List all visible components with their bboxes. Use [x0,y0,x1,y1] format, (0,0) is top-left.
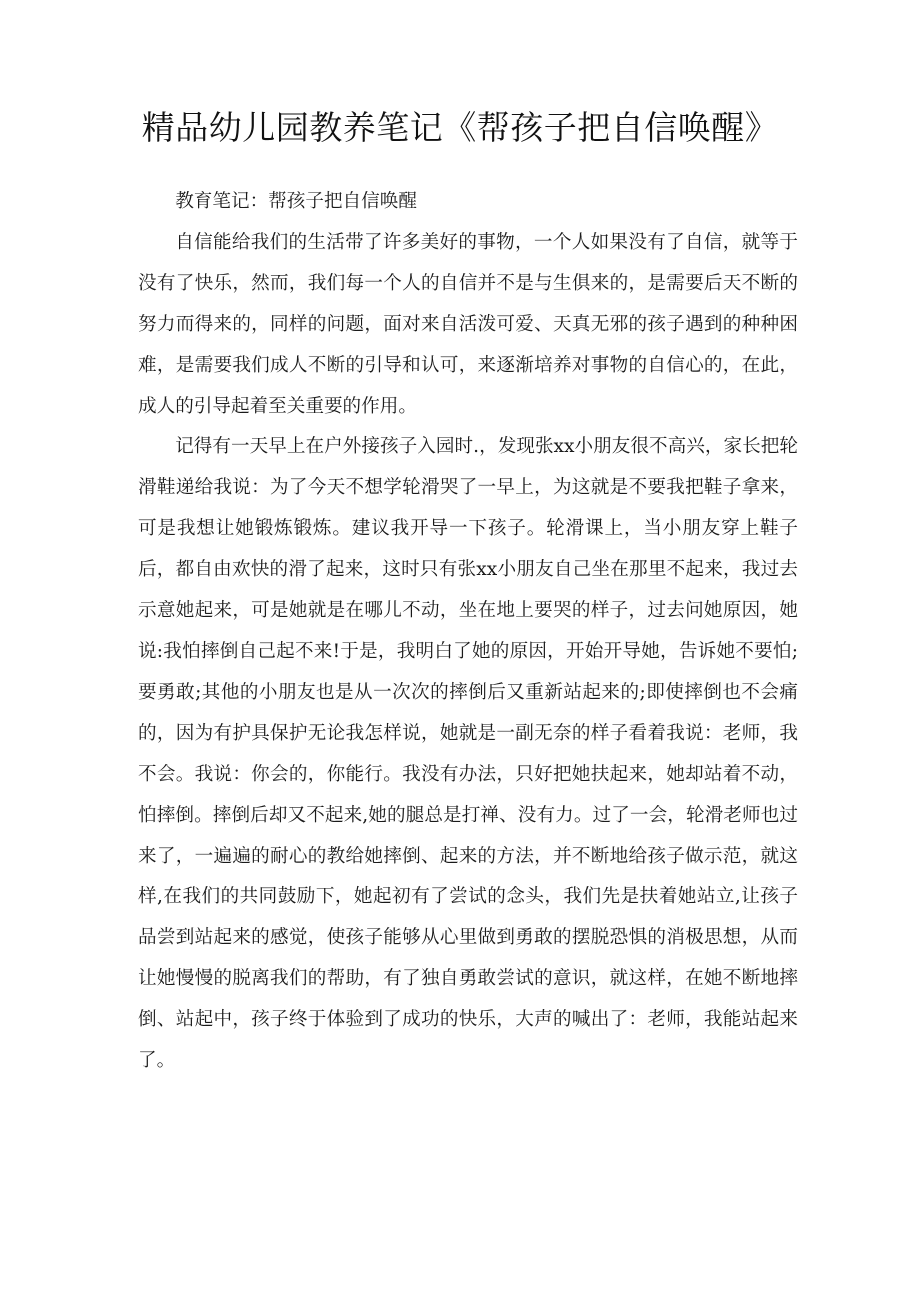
document-title: 精品幼儿园教养笔记《帮孩子把自信唤醒》 [141,108,779,147]
paragraph-intro: 自信能给我们的生活带了许多美好的事物，一个人如果没有了自信，就等于没有了快乐，然而，我们每一个人的自信并不是与生俱来的，是需要后天不断的努力而得来的，同样的问题，面对来自活泼可爱、天真无邪的孩子遇到的种种困难，是需要我们成人不断的引导和认可，来逐渐培养对事物的自信心的，在此，成人的引导起着至关重要的作用。 [138,231,798,417]
paragraph-subtitle: 教育笔记：帮孩子把自信唤醒 [175,191,417,212]
document-body [138,182,798,1082]
paragraph-story: 记得有一天早上在户外接孩子入园时.，发现张xx小朋友很不高兴，家长把轮滑鞋递给我说：为了今天不想学轮滑哭了一早上，为这就是不要我把鞋子拿来，可是我想让她锻炼锻炼。建议我开导一下孩子。轮滑课上，当小朋友穿上鞋子后，都自由欢快的滑了起来，这时只有张xx小朋友自己坐在那里不起来，我过去示意她起来，可是她就是在哪儿不动，坐在地上要哭的样子，过去问她原因，她说:我怕摔倒自己起不来!于是，我明白了她的原因，开始开导她，告诉她不要怕;要勇敢;其他的小朋友也是从一次次的摔倒后又重新站起来的;即使摔倒也不会痛的，因为有护具保护无论我怎样说，她就是一副无奈的样子看着我说：老师，我不会。我说：你会的，你能行。我没有办法，只好把她扶起来，她却站着不动，怕摔倒。摔倒后却又不起来,她的腿总是打禅、没有力。过了一会，轮滑老师也过来了，一遍遍的耐心的教给她摔倒、起来的方法，并不断地给孩子做示范，就这样,在我们的共同鼓励下，她起初有了尝试的念头，我们先是扶着她站立,让孩子品尝到站起来的感觉，使孩子能够从心里做到勇敢的摆脱恐惧的消极思想，从而让她慢慢的脱离我们的帮助，有了独自勇敢尝试的意识，就这样，在她不断地摔倒、站起中，孩子终于体验到了成功的快乐，大声的喊出了：老师，我能站起来了。 [138,436,798,1072]
